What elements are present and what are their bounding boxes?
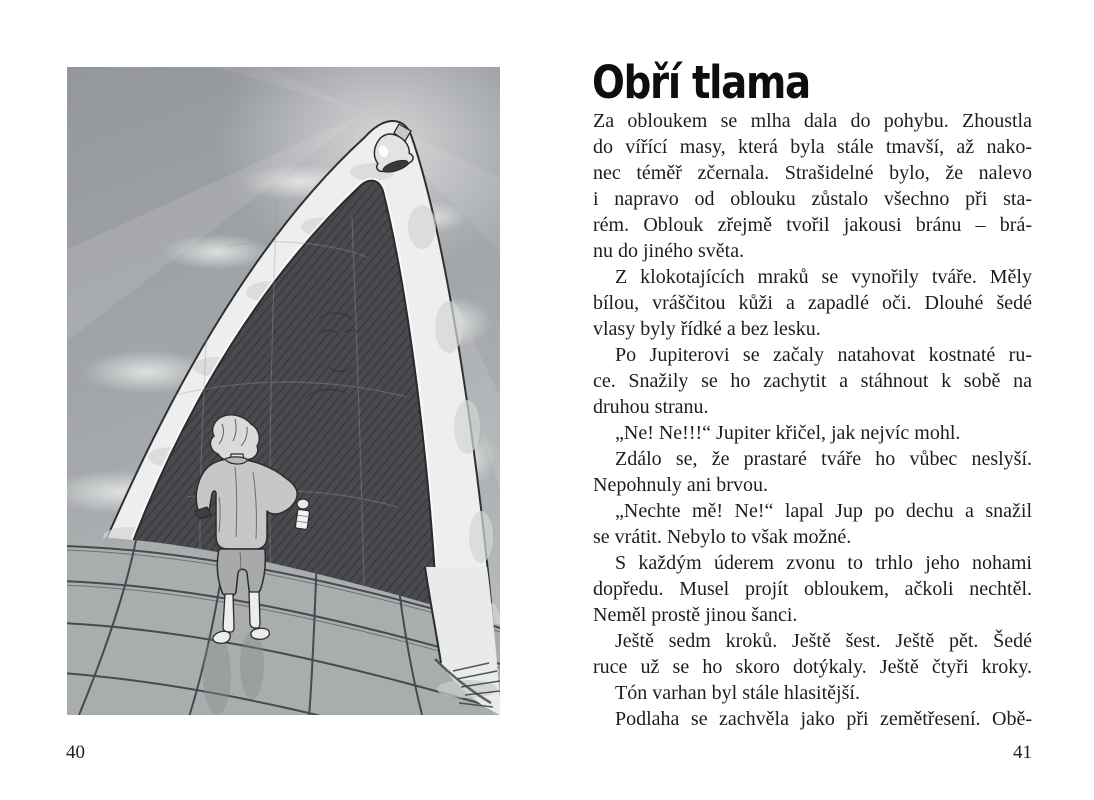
text-line: Neměl prostě jinou šanci. [593,604,798,626]
text-line: ce. Snažily se ho zachytit a stáhnout k sobě na [593,370,1032,392]
text-line: Podlaha se zachvěla jako při zemětřesení. Obě- [615,708,1032,730]
text-line: nu do jiného světa. [593,240,745,262]
text-line: i napravo od oblouku zůstalo všechno při sta- [593,188,1032,210]
text-line: vlasy byly řídké a bez lesku. [593,318,821,340]
page-number-right: 41 [1013,742,1032,763]
text-line: dopředu. Musel projít obloukem, ačkoli nechtěl. [593,578,1032,600]
body-text [593,108,1032,732]
portal-illustration [67,67,500,715]
text-line: Ještě sedm kroků. Ještě šest. Ještě pět. Šedé [615,630,1032,652]
text-line: Nepohnuly ani brvou. [593,474,768,496]
chapter-title: Obří tlama [592,56,810,109]
text-line: „Nechte mě! Ne!“ lapal Jup po dechu a snažil [615,500,1032,522]
text-line: do vířící masy, která byla stále tmavší, až nako- [593,136,1032,158]
page-number-left: 40 [66,742,85,763]
text-line: bílou, vráščitou kůži a zapadlé oči. Dlouhé šedé [593,292,1032,314]
text-line: Z klokotajících mraků se vynořily tváře. Měly [615,266,1032,288]
text-line: Za obloukem se mlha dala do pohybu. Zhoustla [593,110,1032,132]
text-line: rém. Oblouk zřejmě tvořil jakousi bránu – brá- [593,214,1032,236]
text-line: se vrátit. Nebylo to však možné. [593,526,852,548]
text-line: nec téměř zčernala. Strašidelné bylo, že nalevo [593,162,1032,184]
text-line: Po Jupiterovi se začaly natahovat kostnaté ru- [615,344,1032,366]
text-line: Tón varhan byl stále hlasitější. [615,682,860,704]
text-line: „Ne! Ne!!!“ Jupiter křičel, jak nejvíc mohl. [615,422,961,444]
text-line: ruce už se ho skoro dotýkaly. Ještě čtyři kroky. [593,656,1032,678]
text-line: Zdálo se, že prastaré tváře ho vůbec neslyší. [615,448,1032,470]
book-illustration [67,67,500,715]
text-line: druhou stranu. [593,396,709,418]
text-line: S každým úderem zvonu to trhlo jeho nohami [615,552,1032,574]
